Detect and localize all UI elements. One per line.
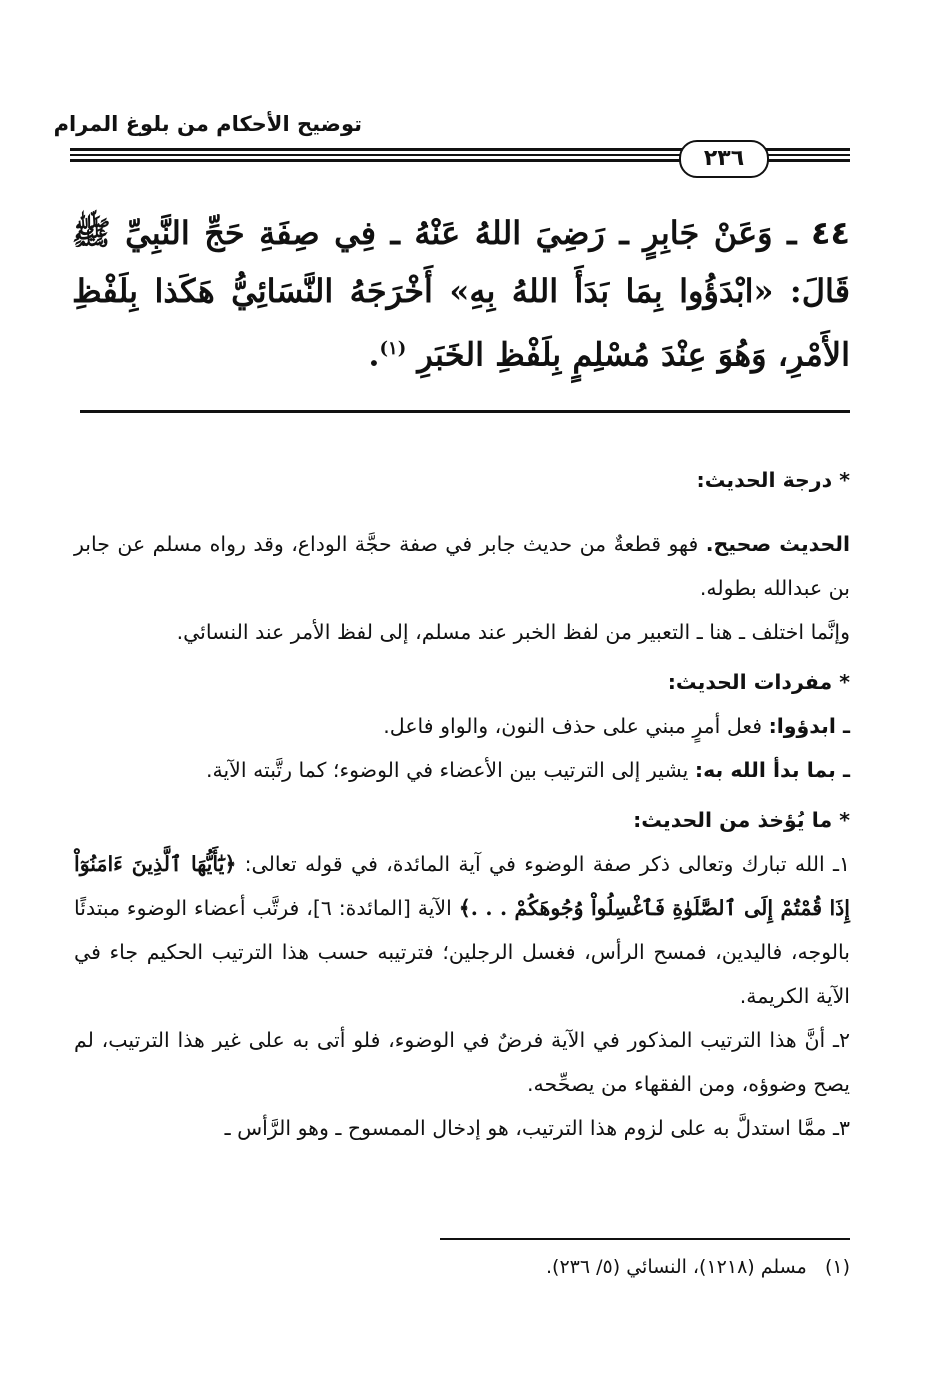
paragraph: [74, 522, 850, 610]
footnote-reference: (١): [379, 338, 407, 359]
lesson-point: [74, 1018, 850, 1106]
hadith-end-mark: .: [368, 335, 380, 374]
lesson-text: ٢ـ أنَّ هذا الترتيب المذكور في الآية فرضٌ في الوضوء، فلو أتى به على غير هذا الترتيب، لم يصح وضوؤه، ومن الفقهاء من يصحِّحه.: [74, 1028, 850, 1096]
paragraph-lead: الحديث صحيح.: [705, 532, 850, 556]
footnote-divider: [440, 1238, 850, 1240]
lesson-point: [74, 842, 850, 1018]
lesson-point: [74, 1106, 850, 1150]
vocabulary-definition: يشير إلى الترتيب بين الأعضاء في الوضوء؛ كما رتَّبته الآية.: [205, 758, 695, 782]
lesson-text: الآية [المائدة: ٦]، فرتَّب أعضاء الوضوء مبتدئًا بالوجه، فاليدين، فمسح الرأس، فغسل الرجلين؛ فترتيبه حسب هذا الترتيب الحكيم جاء في الآية الكريمة.: [74, 896, 850, 1008]
running-title: توضيح الأحكام من بلوغ المرام: [53, 112, 362, 136]
footnote: [150, 1250, 850, 1284]
vocabulary-term: ـ بما بدأ الله به:: [694, 758, 850, 782]
hadith-divider: [80, 410, 850, 413]
vocabulary-item: [74, 748, 850, 792]
section-heading-vocabulary: * مفردات الحديث:: [667, 670, 850, 694]
section-heading-lessons: * ما يُؤخذ من الحديث:: [633, 808, 850, 832]
paragraph: [74, 610, 850, 654]
lesson-text: ١ـ الله تبارك وتعالى ذكر صفة الوضوء في آية المائدة، في قوله تعالى:: [236, 852, 850, 876]
hadith-dash: ـ: [787, 214, 797, 252]
page-number: ٢٣٦: [679, 140, 769, 178]
hadith-text: وَعَنْ جَابِرٍ ـ رَضِيَ اللهُ عَنْهُ ـ فِي صِفَةِ حَجِّ النَّبِيِّ ﷺ قَالَ: «ابْدَؤُوا بِمَا بَدَأَ اللهُ بِهِ» أَخْرَجَهُ النَّسَائِيُّ هَكَذا بِلَفْظِ الأَمْرِ، وَهُوَ عِنْدَ مُسْلِمٍ بِلَفْظِ الخَبَرِ: [72, 214, 850, 374]
hadith-text-block: [72, 204, 850, 384]
vocabulary-item: [74, 704, 850, 748]
vocabulary-definition: فعل أمرٍ مبني على حذف النون، والواو فاعل.: [383, 714, 769, 738]
hadith-number: ٤٤: [810, 214, 851, 252]
footnote-text: مسلم (١٢١٨)، النسائي (٥/ ٢٣٦).: [546, 1256, 807, 1278]
vocabulary-term: ـ ابدؤوا:: [768, 714, 850, 738]
paragraph-text: فهو قطعةٌ من حديث جابر في صفة حجَّة الوداع، وقد رواه مسلم عن جابر بن عبدالله بطوله.: [74, 532, 850, 600]
lesson-text: ٣ـ ممَّا استدلَّ به على لزوم هذا الترتيب، هو إدخال الممسوح ـ وهو الرَّأس ـ: [224, 1116, 850, 1140]
paragraph-text: وإنَّما اختلف ـ هنا ـ التعبير من لفظ الخبر عند مسلم، إلى لفظ الأمر عند النسائي.: [176, 620, 850, 644]
commentary: [74, 456, 850, 1150]
footnote-marker: (١): [824, 1256, 850, 1278]
section-heading-grade: * درجة الحديث:: [696, 468, 850, 492]
quran-verse: ﴿يَٰٓأَيُّهَا ٱلَّذِينَ ءَامَنُوٓاْ إِذَا قُمْتُمْ إِلَى ٱلصَّلَوٰةِ فَٱغْسِلُواْ وُجُوهَكُمْ . . .﴾: [74, 852, 850, 920]
